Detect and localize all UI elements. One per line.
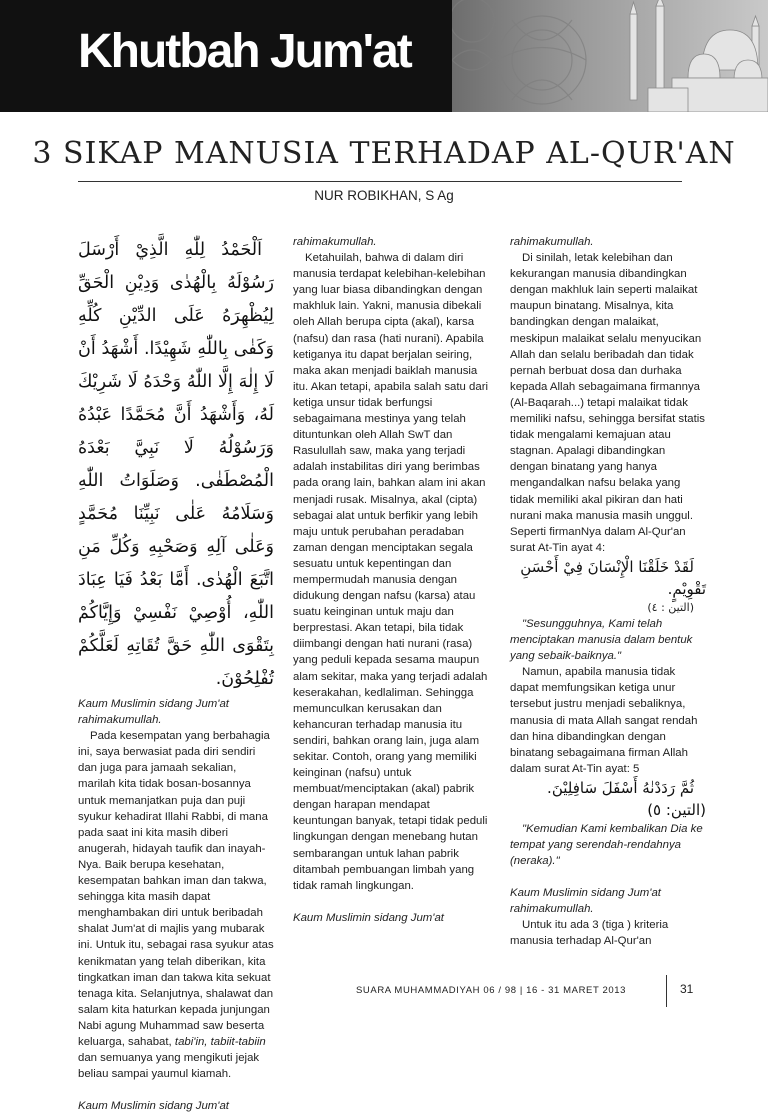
paragraph: Ketahuilah, bahwa di dalam diri manusia terdapat kelebihan-kelebihan yang luar biasa dibandingkan dengan makhluk lain. Yakni, manusia dibekali oleh Allah berupa cipta (akal), karsa (nafsu) dan rasa (hati nurani). Apabila ketiganya itu dapat berjalan seiring, maka akan menjadi baiklah manusia itu. Akan tetapi, apabila salah satu dari ketiga unsur tidak berfungsi sebagaimana mestinya yang telah dituntunkan oleh Allah SwT dan Rasulullah saw, maka yang terjadi adalah instabilitas diri yang berimbas pada orang lain, bahkan alam ini akan menjadi rusak. Misalnya, akal (cipta) sebagai alat untuk berfikir yang lebih maju untuk perubahan peradaban zaman dengan menciptakan segala sesuatu untuk kepentingan dan mempermudah manusia dengan didukung dengan nafsu (karsa) atau suatu keinginan untuk maju dan berprestasi. Akan tetapi, bila tidak diimbangi dengan hati nurani (rasa) yang peduli kepada sesama maupun alam sekitar, maka yang terjadi adalah keserakahan, kedlaliman. Sehingga memunculkan kerusakan dan kehancuran terhadap manusia itu sendiri, bahkan orang lain, juga alam sekitar. Contoh, orang yang memiliki keinginan (nafsu) untuk membuat/menciptakan (akal) pabrik dengan harapan mendapat keuntungan banyak, tetapi tidak peduli lingkungan dengan menebang hutan sembarangan untuk lahan pabrik ditambah pembuangan limbah yang tidak ramah lingkungan. — [293, 252, 489, 892]
verse-reference: (التين : ٤) — [647, 600, 694, 614]
paragraph-text: Pada kesempatan yang berbahagia ini, saya berwasiat pada diri sendiri dan juga para jamaah sekalian, marilah kita tidak bosan-bosannya untuk memanjatkan puja dan puji syukur kehadirat Illahi Rabbi, di mana pada saat ini kita masih diberi anugerah, hidayah taufik dan inayah-Nya. Baik berupa kesehatan, kesempatan bahkan iman dan takwa, sehingga kita masih dapat menghambakan diri untuk beribadah shalat Jum'at di majlis yang mubarak ini. Untuk itu, sebagai rasa syukur atas kenikmatan yang telah diberikan, kita tingkatkan iman dan takwa kita sekuat tenaga kita. Selanjutnya, shalawat dan salam kita haturkan kepada junjungan Nabi agung Muhammad saw beserta keluarga, sahabat, — [78, 730, 274, 1048]
mosque-illustration — [452, 0, 768, 112]
salutation: Kaum Muslimin sidang Jum'at rahimakumullah. — [78, 698, 229, 727]
salutation-continued: rahimakumullah. — [510, 236, 594, 248]
title-divider — [78, 181, 682, 182]
page-header — [0, 0, 768, 112]
italic-term: tabi'in, tabiit-tabiin — [174, 1035, 266, 1048]
article-title: 3 SIKAP MANUSIA TERHADAP AL-QUR'AN — [32, 136, 736, 171]
column-3 — [510, 234, 706, 950]
mosque-photo — [452, 0, 768, 112]
arabic-opening: اَلْحَمْدُ لِلّٰهِ الَّذِيْ أَرْسَلَ رَسُوْلَهُ بِالْهُدٰى وَدِيْنِ الْحَقِّ لِيُظْهِرَهُ عَلَى الدِّيْنِ كُلِّهِ وَكَفٰى بِاللّٰهِ شَهِيْدًا. أَشْهَدُ أَنْ لَا إِلٰهَ إِلَّا اللّٰهُ وَحْدَهُ لَا شَرِيْكَ لَهُ، وَأَشْهَدُ أَنَّ مُحَمَّدًا عَبْدُهُ وَرَسُوْلُهُ لَا نَبِيَّ بَعْدَهُ الْمُصْطَفٰى. وَصَلَوَاتُ اللّٰهِ وَسَلَامُهُ عَلٰى نَبِيِّنَا مُحَمَّدٍ وَعَلٰى آلِهِ وَصَحْبِهِ وَكُلِّ مَنِ اتَّبَعَ الْهُدٰى. أَمَّا بَعْدُ فَيَا عِبَادَ اللّٰهِ، أُوْصِيْ نَفْسِيْ وَإِيَّاكُمْ بِتَقْوَى اللّٰهِ حَقَّ تُقَاتِهِ لَعَلَّكُمْ تُفْلِحُوْنَ. — [78, 240, 274, 689]
salutation: Kaum Muslimin sidang Jum'at — [293, 911, 444, 924]
paragraph: Untuk itu ada 3 (tiga ) kriteria manusia terhadap Al-Qur'an — [510, 919, 669, 948]
verse-translation: "Sesungguhnya, Kami telah menciptakan manusia dalam bentuk yang sebaik-baiknya." — [510, 617, 693, 663]
salutation: Kaum Muslimin sidang Jum'at — [78, 1100, 229, 1113]
column-2 — [293, 234, 489, 926]
paragraph-text: dan semuanya yang mengikuti jejak beliau sampai yaumul kiamah. — [78, 1052, 260, 1081]
salutation-continued: rahimakumullah. — [293, 236, 377, 248]
publication-footer: SUARA MUHAMMADIYAH 06 / 98 | 16 - 31 MARET 2013 — [355, 985, 626, 996]
paragraph: Di sinilah, letak kelebihan dan kekurangan manusia dibandingkan dengan makhluk lain seperti malaikat maupun binatang. Misalnya, kita bandingkan dengan malaikat, meskipun malaikat selalu menyucikan Allah dan selalu beribadah dan tidak pernah berbuat dosa dan durhaka kepada Allah sebagaimana firmannya (Al-Baqarah...) tetapi malaikat tidak memiliki nafsu, sehingga bersifat statis tidak mengalami kemajuan atau stagnan. Apalagi dibandingkan dengan binatang yang hanya mengandalkan nafsu belaka yang tidak memiliki akal pikiran dan hati nurani maka manusia masih unggul. Seperti firmanNya dalam Al-Qur'an surat At-Tin ayat 4: — [510, 252, 705, 554]
quran-verse-arabic: ثُمَّ رَدَدْنٰهُ أَسْفَلَ سَافِلِيْنَ. (التين: ٥) — [547, 778, 706, 819]
column-1 — [78, 234, 274, 1114]
quran-verse-arabic: لَقَدْ خَلَقْنَا الْإِنْسَانَ فِيْ أَحْسَنِ تَقْوِيْمٍ. — [520, 557, 706, 598]
salutation: Kaum Muslimin sidang Jum'at rahimakumullah. — [510, 887, 661, 916]
paragraph — [78, 728, 274, 1082]
article-author: NUR ROBIKHAN, S Ag — [314, 188, 454, 203]
section-brand: Khutbah Jum'at — [78, 25, 411, 78]
paragraph: Namun, apabila manusia tidak dapat memfungsikan ketiga unur tersebut justru menjadi sebaliknya, manusia di mata Allah sangat rendah dan hina dibandingkan dengan binatang sebagaimana firman Allah dalam surat At-Tin ayat: 5 — [510, 666, 698, 775]
page-number: 31 — [680, 982, 694, 996]
verse-translation: "Kemudian Kami kembalikan Dia ke tempat yang serendah-rendahnya (neraka)." — [510, 822, 703, 868]
footer-divider — [666, 975, 667, 1007]
